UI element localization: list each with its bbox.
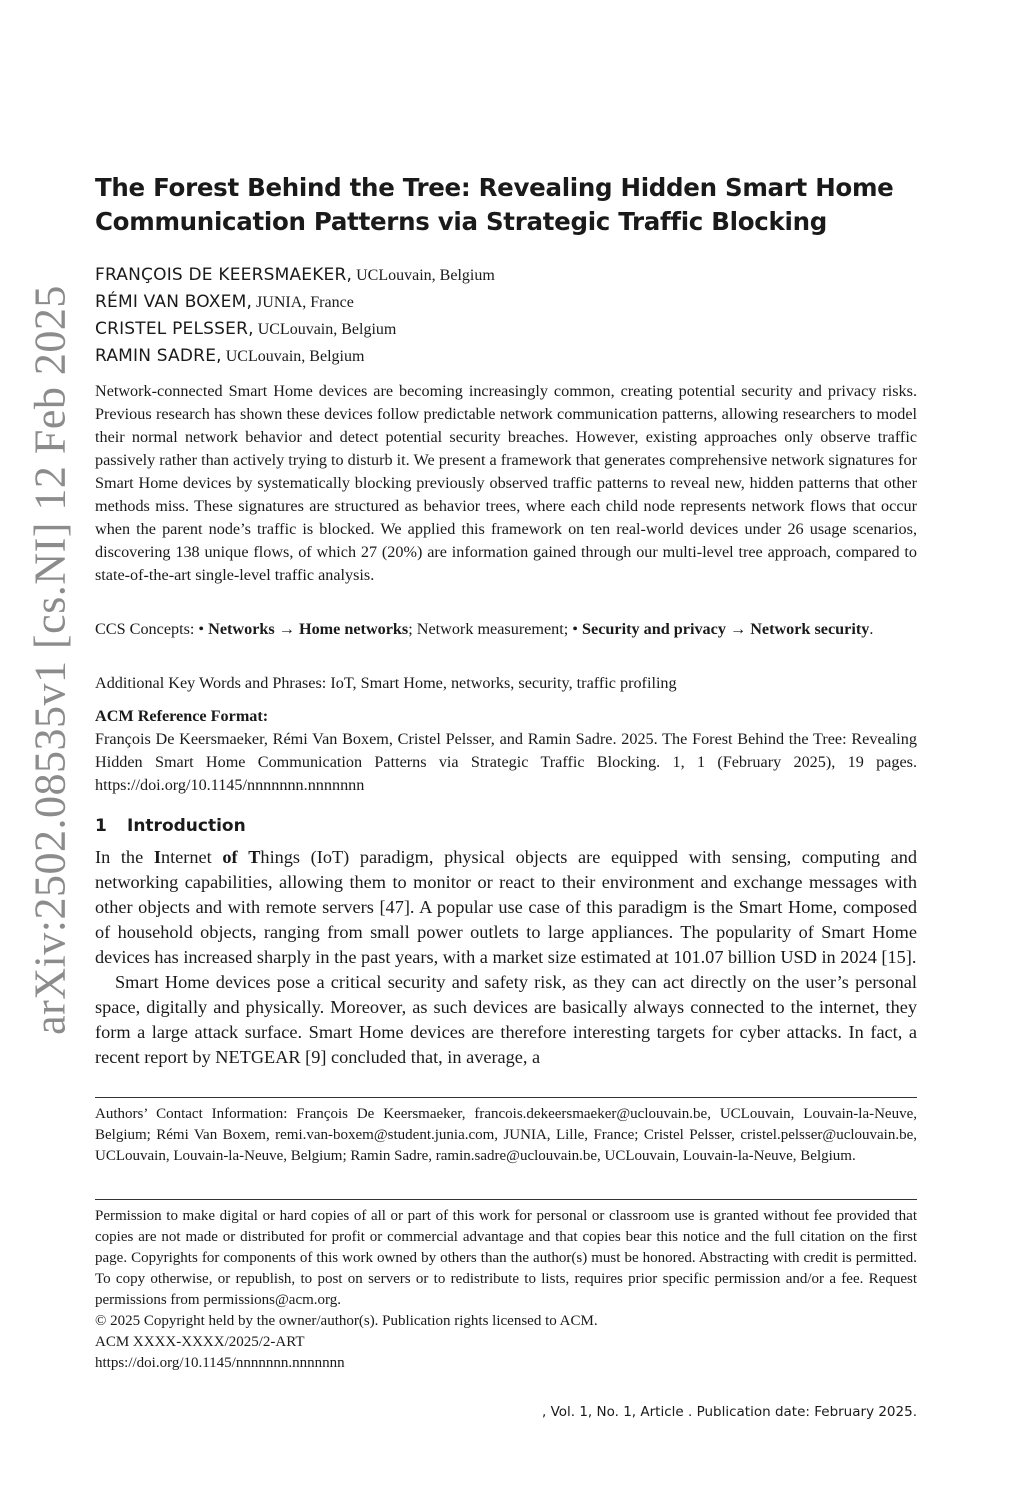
acm-reference-heading: ACM Reference Format: [95,707,269,725]
text-run: nternet [160,847,223,867]
paper-title [95,171,917,239]
author-name: RAMIN SADRE, [95,346,222,366]
section-number: 1 [95,816,107,836]
author-entry [95,316,917,343]
abstract [95,380,917,587]
author-affiliation: JUNIA, France [256,294,354,311]
emphasis-letter: T [248,847,261,867]
page-footer: , Vol. 1, No. 1, Article . Publication date: February 2025. [541,1404,917,1420]
keywords-text: Additional Key Words and Phrases: IoT, Smart Home, networks, security, traffic profiling [95,674,677,692]
author-name: RÉMI VAN BOXEM, [95,292,253,312]
footnote-divider [95,1097,917,1098]
author-affiliation: UCLouvain, Belgium [257,321,397,338]
section-heading-introduction [95,814,917,838]
emphasis-word: of [222,847,238,867]
permission-notice [95,1206,917,1374]
ccs-separator: ; Network measurement; • [408,620,583,638]
author-entry [95,343,917,370]
abstract-text: Network-connected Smart Home devices are becoming increasingly common, creating potential security and privacy risks. Previous research has shown these devices follow predictable network communication patterns, allowing researchers to model their normal network behavior and detect potential security breaches. However, existing approaches only observe traffic passively rather than actively trying to disturb it. We present a framework that generates comprehensive network signatures for Smart Home devices by systematically blocking previously observed traffic patterns to reveal new, hidden patterns that other methods miss. These signatures are structured as behavior trees, where each child node represents network flows that occur when the parent node’s traffic is blocked. We applied this framework on ten real-world devices under 26 usage scenarios, discovering 138 unique flows, of which 27 (20%) are information gained through our multi-level tree approach, compared to state-of-the-art single-level traffic analysis. [95,382,917,584]
section-title: Introduction [127,816,246,836]
permission-text: Permission to make digital or hard copies of all or part of this work for personal or classroom use is granted without fee provided that copies are not made or distributed for profit or commercial advantage and that copies bear this notice and the full citation on the first page. Copyrights for components of this work owned by others than the author(s) must be honored. Abstracting with credit is permitted. To copy otherwise, or republish, to post on servers or to redistribute to lists, requires prior specific permission and/or a fee. Request permissions from permissions@acm.org. [95,1208,917,1308]
text-run: In the [95,847,154,867]
text-run: hings (IoT) paradigm, physical objects are equipped with sensing, computing and networking capabilities, allowing them to monitor or react to their environment and exchange messages with other objects and with remote servers [47]. A popular use case of this paradigm is the Smart Home, composed of household objects, ranging from small power outlets to large appliances. The popularity of Smart Home devices has increased sharply in the past years, with a market size estimated at 101.07 billion USD in 2024 [15]. [95,847,918,967]
paper-title-line-1: The Forest Behind the Tree: Revealing Hidden Smart Home [95,173,894,202]
permission-divider [95,1199,917,1200]
acm-id-line: ACM XXXX-XXXX/2025/2-ART [95,1334,305,1350]
doi-line: https://doi.org/10.1145/nnnnnnn.nnnnnnn [95,1355,345,1371]
ccs-end: . [869,620,874,638]
author-name: FRANÇOIS DE KEERSMAEKER, [95,265,353,285]
introduction-paragraph: Smart Home devices pose a critical security and safety risk, as they can act directly on the user’s personal space, digitally and physically. Moreover, as such devices are basically always connected to the internet, they form a large attack surface. Smart Home devices are therefore interesting targets for cyber attacks. In fact, a recent report by NETGEAR [9] concluded that, in average, a [95,972,917,1067]
author-entry [95,262,917,289]
copyright-line: © 2025 Copyright held by the owner/author(s). Publication rights licensed to ACM. [95,1313,598,1329]
introduction-paragraph [95,845,917,970]
ccs-concepts [95,618,917,641]
keywords [95,672,917,695]
author-name: CRISTEL PELSSER, [95,319,254,339]
authors-contact-information: Authors’ Contact Information: François De Keersmaeker, francois.dekeersmaeker@uclouvain.be, UCLouvain, Louvain-la-Neuve, Belgium; Rémi Van Boxem, remi.van-boxem@student.junia.com, JUNIA, Lille, France; Cristel Pelsser, cristel.pelsser@uclouvain.be, UCLouvain, Louvain-la-Neuve, Belgium; Ramin Sadre, ramin.sadre@uclouvain.be, UCLouvain, Louvain-la-Neuve, Belgium. [95,1106,917,1164]
text-run [238,847,249,867]
acm-reference-text: François De Keersmaeker, Rémi Van Boxem, Cristel Pelsser, and Ramin Sadre. 2025. The Forest Behind the Tree: Revealing Hidden Smart Home Communication Patterns via Strategic Traffic Blocking. 1, 1 (February 2025), 19 pages. https://doi.org/10.1145/nnnnnnn.nnnnnnn [95,730,917,794]
author-affiliation: UCLouvain, Belgium [356,267,495,284]
introduction-body [95,845,917,1070]
author-list [95,262,917,370]
author-entry [95,289,917,316]
arxiv-identifier-stamp: arXiv:2502.08535v1 [cs.NI] 12 Feb 2025 [25,285,75,1035]
author-affiliation: UCLouvain, Belgium [225,348,365,365]
acm-reference-format [95,705,917,797]
ccs-concept-networks: Networks → Home networks [208,620,409,638]
ccs-label: CCS Concepts: • [95,620,209,638]
emphasis-letter: I [153,847,161,867]
ccs-concept-security: Security and privacy → Network security [582,620,870,638]
paper-title-line-2: Communication Patterns via Strategic Traffic Blocking [95,207,827,236]
